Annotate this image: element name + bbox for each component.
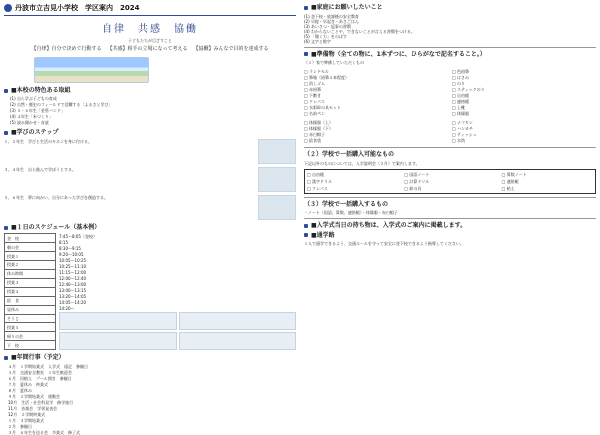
photo-thumb	[179, 332, 297, 350]
yearly-item: ９月 ２学期始業式 運動会	[8, 393, 60, 399]
school-item: □ 国語ノート	[404, 171, 430, 177]
schedule-right	[59, 233, 296, 350]
yearly-item: ７月 夏休み 終業式	[8, 381, 48, 387]
prep-item: □ 水筒	[452, 138, 466, 143]
prep-item: □ ティッシュ	[452, 132, 477, 137]
yearly-item: １月 ３学期始業式	[8, 417, 44, 423]
school-item: □ 粘土	[501, 185, 515, 191]
schedule-cell: 朝の会	[5, 243, 56, 252]
step-text: ３、４年生 自ら進んで学ぼうとする。	[4, 166, 76, 172]
schedule-photos	[59, 312, 296, 350]
prep-columns	[304, 68, 596, 117]
prep-item: □ 水彩絵の具セット	[304, 105, 342, 110]
section-uniform	[304, 201, 596, 209]
header-line	[4, 15, 296, 16]
schedule-cell: 休み時間	[5, 269, 56, 278]
section-square-icon	[4, 356, 8, 360]
list-item: (1) 自ら学ぶ子どもの育成	[10, 96, 57, 102]
yearly-item: ５月 交通安全教室 １年生歓迎会	[8, 369, 72, 375]
prep-item: □ 上靴	[452, 105, 466, 110]
motto-sub: 子どもたちが目ざすこと	[128, 37, 172, 43]
schedule-time: 10:25〜11:10	[59, 264, 87, 270]
section-title: （２）学校で一括購入可能なもの	[304, 151, 395, 158]
section-square-icon	[304, 233, 308, 237]
section-home	[304, 4, 596, 12]
prep-col-right	[452, 68, 596, 117]
list-item: (3) ５・６年生「金管バンド」	[10, 108, 65, 114]
campus-photo	[34, 57, 149, 83]
yearly-item: ４月 １学期始業式 入学式 遠足 参観日	[8, 363, 88, 369]
characteristics-list	[4, 96, 296, 125]
schedule-time: 8:30〜9:15	[59, 246, 81, 252]
school-motto: 自律 共感 協働	[102, 24, 198, 35]
divider	[304, 218, 596, 219]
prep-item: □ 赤白帽子	[304, 132, 326, 137]
prep-item: □ 体操服	[452, 111, 470, 116]
home-item: (5) 「聞く力」をのばす	[304, 33, 347, 39]
prep-item: □ スティックのり	[452, 87, 485, 92]
prep-item: □ 給食袋	[304, 138, 322, 143]
step-photo	[258, 139, 296, 164]
motto-items	[4, 46, 296, 52]
section-title: ■入学式当日の持ち物は、入学式のご案内に掲載します。	[311, 222, 467, 229]
schedule-cell: 授業１	[5, 252, 56, 261]
divider	[304, 197, 596, 198]
prep-item: □ 消しゴム	[304, 81, 326, 86]
yearly-item: ８月 夏休み	[8, 387, 32, 393]
home-item: (4) わからないことや、できないことが言える習慣をつける。	[304, 28, 415, 34]
schedule-cell: 登 校	[5, 234, 56, 243]
schedule-table	[4, 233, 56, 350]
section-entry	[304, 222, 596, 230]
prep-item: □ ランドセル	[304, 69, 329, 74]
yearly-item: 11月 音楽会 学習発表会	[8, 405, 58, 411]
schedule-time: 13:00〜13:15	[59, 288, 87, 294]
school-item: □ 絵の具	[404, 185, 422, 191]
yearly-item: 12月 ２学期終業式	[8, 411, 46, 417]
section-characteristics	[4, 87, 296, 95]
schedule-cell: 下 校	[5, 341, 56, 350]
section-commute	[304, 232, 596, 240]
schedule-time: 14:05〜14:20	[59, 300, 87, 306]
schedule-time: 7:45〜8:05（登校）	[59, 234, 97, 240]
schedule-cell: 授業２	[5, 261, 56, 270]
section-square-icon	[304, 224, 308, 228]
section-title: ■本校の特色ある取組	[11, 86, 71, 94]
prep-item: □ 自由帳	[452, 93, 470, 98]
section-title: ■通学路	[311, 231, 335, 239]
prep-item: □ のり	[452, 81, 466, 86]
prep-sub: （１）家で準備していただくもの	[304, 60, 364, 65]
section-title: ■１日のスケジュール（基本例）	[11, 223, 101, 231]
commute-text: １人で通学できるよう、交通ルールを守って安全に登下校できるよう指導してください。	[304, 241, 464, 246]
school-items-box	[304, 169, 596, 194]
step-text: １、２年生 学びと生活のキホンを身に付ける。	[4, 138, 92, 144]
list-item: (2) 自然・歴史のフィールドで活躍する「ふるさと学び」	[10, 102, 113, 108]
section-title: （３）学校で一括購入するもの	[304, 200, 389, 208]
home-item: (6) 文字と数字	[304, 38, 331, 44]
yearly-item: ２月 参観日	[8, 423, 32, 429]
step-photo	[258, 195, 296, 220]
schedule-time: 9:20〜10:05	[59, 252, 84, 258]
prep-item: □ 体操服（上）	[304, 120, 334, 125]
home-item: (2) 早寝・早起き・あさごはん	[304, 18, 359, 24]
prep-item: □ クレパス	[304, 99, 325, 104]
section-steps	[4, 129, 296, 137]
schedule-cell: そうじ	[5, 314, 56, 323]
prep-col-third	[304, 119, 448, 144]
step-row	[4, 139, 296, 164]
school-items	[307, 172, 593, 191]
schedule-cell: 授業５	[5, 323, 56, 332]
prep-item: □ ハンカチ	[452, 126, 474, 131]
yearly-item: 10月 生活・社会科見学 修学旅行	[8, 399, 74, 405]
schedule-cell: 給 食	[5, 296, 56, 305]
schedule-time: 13:20〜14:05	[59, 294, 87, 300]
section-prep	[304, 51, 596, 59]
school-item: □ 計算ドリル	[404, 178, 430, 184]
motto-item: 【共感】相手の立場になって考える	[107, 45, 188, 52]
page-title: 丹波市立吉見小学校 学区案内 2024	[15, 3, 140, 12]
step-photo	[258, 167, 296, 192]
prep-col-left	[304, 68, 448, 117]
school-item: □ 算数ノート	[501, 171, 527, 177]
prep-item: □ 下敷き	[304, 93, 322, 98]
prep-item: □ 名前ペン	[304, 111, 326, 116]
schedule-time: 14:20〜	[59, 306, 75, 312]
section-yearly	[4, 354, 296, 362]
step-text: ５、６年生 夢に向かい、自分にあった学びを創造する。	[4, 194, 108, 200]
list-item: (4) ４年生「米づくり」	[10, 114, 53, 120]
yearly-item: ６月 田植え プール開き 参観日	[8, 375, 72, 381]
photo-thumb	[59, 312, 177, 330]
header	[4, 3, 296, 13]
section-square-icon	[304, 6, 308, 10]
motto-item: 【自律】自分で決めて行動する	[31, 45, 102, 52]
section-title: ■家庭にお願いしたいこと	[311, 4, 383, 11]
prep-item: □ 連絡帳	[452, 99, 470, 104]
section-schedule	[4, 224, 296, 232]
schedule-cell: 帰りの会	[5, 332, 56, 341]
schedule-time: 10:05〜10:25	[59, 258, 87, 264]
section-title: ■準備物（全ての物に、1本ずつに、ひらがなで記名すること。）	[311, 50, 486, 58]
section-square-icon	[4, 131, 8, 135]
divider	[304, 47, 596, 48]
section-square-icon	[4, 89, 8, 93]
yearly-list	[4, 364, 296, 435]
school-item: □ クレパス	[307, 185, 328, 191]
schedule-time: 12:00〜12:40	[59, 276, 87, 282]
schedule-time: 11:15〜12:00	[59, 270, 87, 276]
section-square-icon	[304, 52, 308, 56]
step-row	[4, 195, 296, 220]
section-title: ■年間行事（予定）	[11, 354, 65, 362]
schedule	[4, 233, 296, 350]
home-item: (1) 登下校・放課後の安全教育	[304, 13, 359, 19]
schedule-cell: 授業４	[5, 287, 56, 296]
schedule-time: 8:15	[59, 240, 68, 246]
prep-col-fourth	[452, 119, 596, 144]
home-list	[304, 14, 596, 44]
prep-item: □ 体操服（下）	[304, 126, 334, 131]
home-item: (3) あいさつ・返事の習慣	[304, 23, 351, 29]
school-item: □ 連絡帳	[501, 178, 519, 184]
uniform-note: ・ノート（国語、算数、連絡帳）・体操服・赤白帽子	[304, 210, 398, 215]
yearly-item: ３月 ６年生を送る会 卒業式 修了式	[8, 429, 80, 435]
prep-item: □ 赤鉛筆	[304, 87, 322, 92]
schedule-times	[59, 234, 296, 311]
right-panel	[300, 0, 600, 402]
section-title: ■学びのステップ	[11, 129, 59, 137]
schedule-time: 12:40〜13:00	[59, 282, 87, 288]
divider	[304, 147, 596, 148]
prep-item: □ ナフキン	[452, 120, 473, 125]
schedule-cell: 昼休み	[5, 305, 56, 314]
step-row	[4, 167, 296, 192]
prep-columns-2	[304, 119, 596, 144]
list-item: (5) 読み聞かせ・音読	[10, 120, 49, 126]
photo-thumb	[59, 332, 177, 350]
prep-item: □ 色鉛筆	[452, 69, 470, 74]
section-square-icon	[4, 226, 8, 230]
prep-item: □ 筆箱（鉛筆５本程度）	[304, 75, 350, 80]
motto-item: 【協働】みんなで目的を達成する	[193, 45, 269, 52]
school-item: □ 自由帳	[307, 171, 325, 177]
schedule-cell: 授業３	[5, 278, 56, 287]
school-logo-icon	[4, 4, 12, 12]
school-item: □ 漢字ドリル	[307, 178, 333, 184]
section-school-purchase	[304, 151, 596, 159]
prep-item: □ はさみ	[452, 75, 470, 80]
photo-thumb	[179, 312, 297, 330]
school-note: 下記以外のものについては、入学説明会（２月）で案内します。	[304, 160, 420, 166]
steps	[4, 139, 296, 220]
